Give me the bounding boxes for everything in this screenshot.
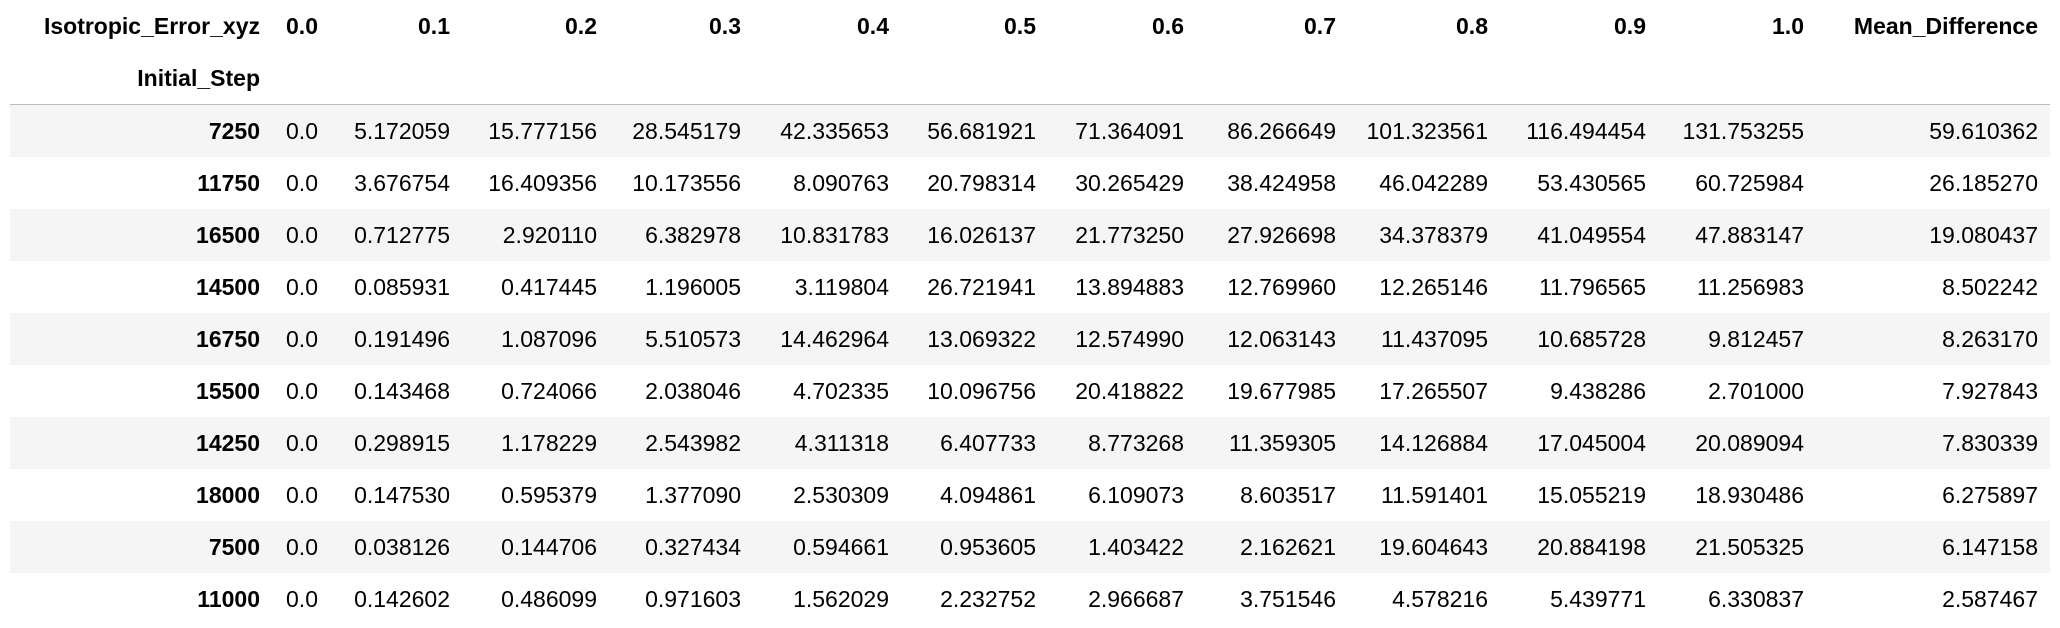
table-row — [10, 365, 2050, 417]
table-cell: 0.038126 — [354, 534, 450, 560]
row-index-cell: 16500 — [196, 222, 260, 248]
table-cell: 17.265507 — [1379, 378, 1488, 404]
table-cell: 2.920110 — [502, 222, 597, 248]
table-cell: 26.185270 — [1929, 170, 2038, 196]
table-cell: 21.505325 — [1695, 534, 1804, 560]
table-cell: 2.966687 — [1088, 586, 1184, 612]
table-cell: 17.045004 — [1537, 430, 1646, 456]
column-header: 0.4 — [857, 13, 889, 39]
table-cell: 5.172059 — [354, 118, 450, 144]
table-cell: 5.510573 — [645, 326, 741, 352]
table-cell: 2.543982 — [645, 430, 741, 456]
row-index-cell: 14500 — [196, 274, 260, 300]
table-cell: 2.701000 — [1708, 378, 1804, 404]
table-cell: 46.042289 — [1379, 170, 1488, 196]
column-header: 0.0 — [286, 13, 318, 39]
table-cell: 21.773250 — [1075, 222, 1184, 248]
table-cell: 4.094861 — [940, 482, 1036, 508]
table-cell: 0.0 — [286, 534, 318, 560]
table-cell: 0.417445 — [501, 274, 597, 300]
table-row — [10, 313, 2050, 365]
table-cell: 1.377090 — [645, 482, 741, 508]
table-cell: 13.894883 — [1075, 274, 1184, 300]
table-cell: 10.173556 — [632, 170, 741, 196]
table-cell: 34.378379 — [1379, 222, 1488, 248]
table-cell: 2.587467 — [1942, 586, 2038, 612]
table-cell: 1.178229 — [501, 430, 597, 456]
table-cell: 0.143468 — [354, 378, 450, 404]
row-index-cell: 16750 — [196, 326, 260, 352]
table-cell: 116.494454 — [1526, 118, 1646, 144]
table-cell: 12.265146 — [1379, 274, 1488, 300]
table-cell: 1.403422 — [1088, 534, 1184, 560]
table-cell: 8.773268 — [1088, 430, 1184, 456]
table-cell: 8.603517 — [1240, 482, 1336, 508]
table-cell: 10.831783 — [780, 222, 889, 248]
table-cell: 16.409356 — [488, 170, 597, 196]
table-cell: 5.439771 — [1550, 586, 1646, 612]
table-cell: 53.430565 — [1537, 170, 1646, 196]
table-cell: 11.359305 — [1228, 430, 1336, 456]
table-cell: 8.090763 — [793, 170, 889, 196]
table-cell: 0.594661 — [793, 534, 889, 560]
index-name-row — [10, 52, 2050, 105]
table-cell: 12.574990 — [1075, 326, 1184, 352]
row-index-cell: 11750 — [197, 170, 260, 196]
table-cell: 27.926698 — [1227, 222, 1336, 248]
table-cell: 0.327434 — [645, 534, 741, 560]
column-header: 0.5 — [1004, 13, 1036, 39]
table-cell: 11.437095 — [1380, 326, 1488, 352]
table-cell: 47.883147 — [1695, 222, 1804, 248]
data-table — [10, 0, 2050, 625]
table-cell: 9.438286 — [1550, 378, 1646, 404]
table-cell: 131.753255 — [1682, 118, 1804, 144]
table-cell: 60.725984 — [1695, 170, 1804, 196]
table-cell: 0.0 — [286, 586, 318, 612]
table-cell: 6.330837 — [1708, 586, 1804, 612]
table-cell: 19.677985 — [1227, 378, 1336, 404]
row-index-cell: 18000 — [196, 482, 260, 508]
table-cell: 0.0 — [286, 378, 318, 404]
table-cell: 20.089094 — [1695, 430, 1804, 456]
table-cell: 15.777156 — [488, 118, 597, 144]
table-cell: 6.147158 — [1942, 534, 2038, 560]
table-cell: 3.751546 — [1240, 586, 1336, 612]
row-index-cell: 7250 — [208, 118, 260, 144]
table-cell: 3.119804 — [794, 274, 889, 300]
table-cell: 19.080437 — [1929, 222, 2038, 248]
table-cell: 20.798314 — [927, 170, 1036, 196]
table-cell: 11.256983 — [1696, 274, 1804, 300]
table-cell: 0.085931 — [354, 274, 450, 300]
table-cell: 15.055219 — [1537, 482, 1646, 508]
table-row — [10, 209, 2050, 261]
table-cell: 0.971603 — [645, 586, 741, 612]
table-row — [10, 417, 2050, 469]
table-cell: 0.191496 — [354, 326, 450, 352]
table-header — [10, 0, 2050, 105]
column-header: 0.7 — [1304, 13, 1336, 39]
column-header: 0.6 — [1152, 13, 1184, 39]
column-header: 0.3 — [709, 13, 741, 39]
table-cell: 1.196005 — [645, 274, 741, 300]
columns-name-header: Isotropic_Error_xyz — [43, 13, 260, 39]
table-cell: 6.382978 — [645, 222, 741, 248]
table-cell: 11.591401 — [1380, 482, 1488, 508]
row-index-cell: 11000 — [197, 586, 260, 612]
table-cell: 13.069322 — [927, 326, 1036, 352]
table-cell: 16.026137 — [927, 222, 1036, 248]
table-cell: 10.096756 — [927, 378, 1036, 404]
table-cell: 86.266649 — [1227, 118, 1336, 144]
row-index-cell: 7500 — [208, 534, 260, 560]
column-header: Mean_Difference — [1853, 13, 2038, 39]
table-cell: 41.049554 — [1537, 222, 1646, 248]
table-cell: 2.038046 — [645, 378, 741, 404]
table-cell: 26.721941 — [927, 274, 1036, 300]
table-row — [10, 573, 2050, 625]
table-row — [10, 469, 2050, 521]
table-cell: 20.418822 — [1075, 378, 1184, 404]
table-row — [10, 521, 2050, 573]
table-row — [10, 105, 2050, 158]
table-cell: 42.335653 — [780, 118, 889, 144]
table-cell: 7.927843 — [1942, 378, 2038, 404]
table-cell: 0.0 — [286, 274, 318, 300]
table-cell: 0.0 — [286, 222, 318, 248]
table-cell: 3.676754 — [354, 170, 450, 196]
table-cell: 14.462964 — [780, 326, 889, 352]
table-cell: 30.265429 — [1075, 170, 1184, 196]
table-row — [10, 261, 2050, 313]
table-cell: 28.545179 — [632, 118, 741, 144]
table-cell: 0.147530 — [354, 482, 450, 508]
column-header: 1.0 — [1772, 13, 1804, 39]
table-cell: 18.930486 — [1695, 482, 1804, 508]
table-cell: 4.702335 — [793, 378, 889, 404]
table-cell: 1.562029 — [793, 586, 889, 612]
table-cell: 8.502242 — [1942, 274, 2038, 300]
table-cell: 1.087096 — [501, 326, 597, 352]
table-cell: 9.812457 — [1708, 326, 1804, 352]
table-cell: 6.407733 — [940, 430, 1036, 456]
row-index-cell: 14250 — [196, 430, 260, 456]
column-header: 0.1 — [418, 13, 450, 39]
table-cell: 56.681921 — [927, 118, 1036, 144]
table-cell: 0.0 — [286, 118, 318, 144]
row-index-cell: 15500 — [196, 378, 260, 404]
table-cell: 0.712775 — [354, 222, 450, 248]
table-cell: 71.364091 — [1075, 118, 1184, 144]
table-cell: 2.530309 — [793, 482, 889, 508]
table-cell: 2.162621 — [1240, 534, 1336, 560]
table-body — [10, 105, 2050, 626]
table-cell: 0.724066 — [501, 378, 597, 404]
column-header: 0.2 — [565, 13, 597, 39]
table-row — [10, 157, 2050, 209]
table-cell: 11.796565 — [1538, 274, 1646, 300]
table-cell: 6.275897 — [1942, 482, 2038, 508]
table-cell: 59.610362 — [1929, 118, 2038, 144]
table-cell: 12.063143 — [1227, 326, 1336, 352]
table-cell: 6.109073 — [1088, 482, 1184, 508]
table-cell: 0.142602 — [354, 586, 450, 612]
table-cell: 0.0 — [286, 326, 318, 352]
column-header: 0.9 — [1614, 13, 1646, 39]
table-cell: 20.884198 — [1537, 534, 1646, 560]
index-name-header: Initial_Step — [137, 65, 260, 91]
table-cell: 0.953605 — [940, 534, 1036, 560]
table-cell: 4.578216 — [1392, 586, 1488, 612]
table-cell: 101.323561 — [1366, 118, 1488, 144]
table-cell: 0.0 — [286, 430, 318, 456]
table-cell: 0.0 — [286, 170, 318, 196]
table-cell: 14.126884 — [1379, 430, 1488, 456]
table-cell: 12.769960 — [1227, 274, 1336, 300]
table-cell: 0.595379 — [501, 482, 597, 508]
column-header: 0.8 — [1456, 13, 1488, 39]
table-cell: 38.424958 — [1227, 170, 1336, 196]
table-cell: 7.830339 — [1942, 430, 2038, 456]
column-header-row — [10, 0, 2050, 52]
table-cell: 0.0 — [286, 482, 318, 508]
table-cell: 0.486099 — [501, 586, 597, 612]
table-cell: 8.263170 — [1942, 326, 2038, 352]
table-cell: 0.298915 — [354, 430, 450, 456]
table-cell: 19.604643 — [1379, 534, 1488, 560]
table-cell: 0.144706 — [501, 534, 597, 560]
table-cell: 10.685728 — [1537, 326, 1646, 352]
table-cell: 4.311318 — [794, 430, 889, 456]
table-cell: 2.232752 — [940, 586, 1036, 612]
